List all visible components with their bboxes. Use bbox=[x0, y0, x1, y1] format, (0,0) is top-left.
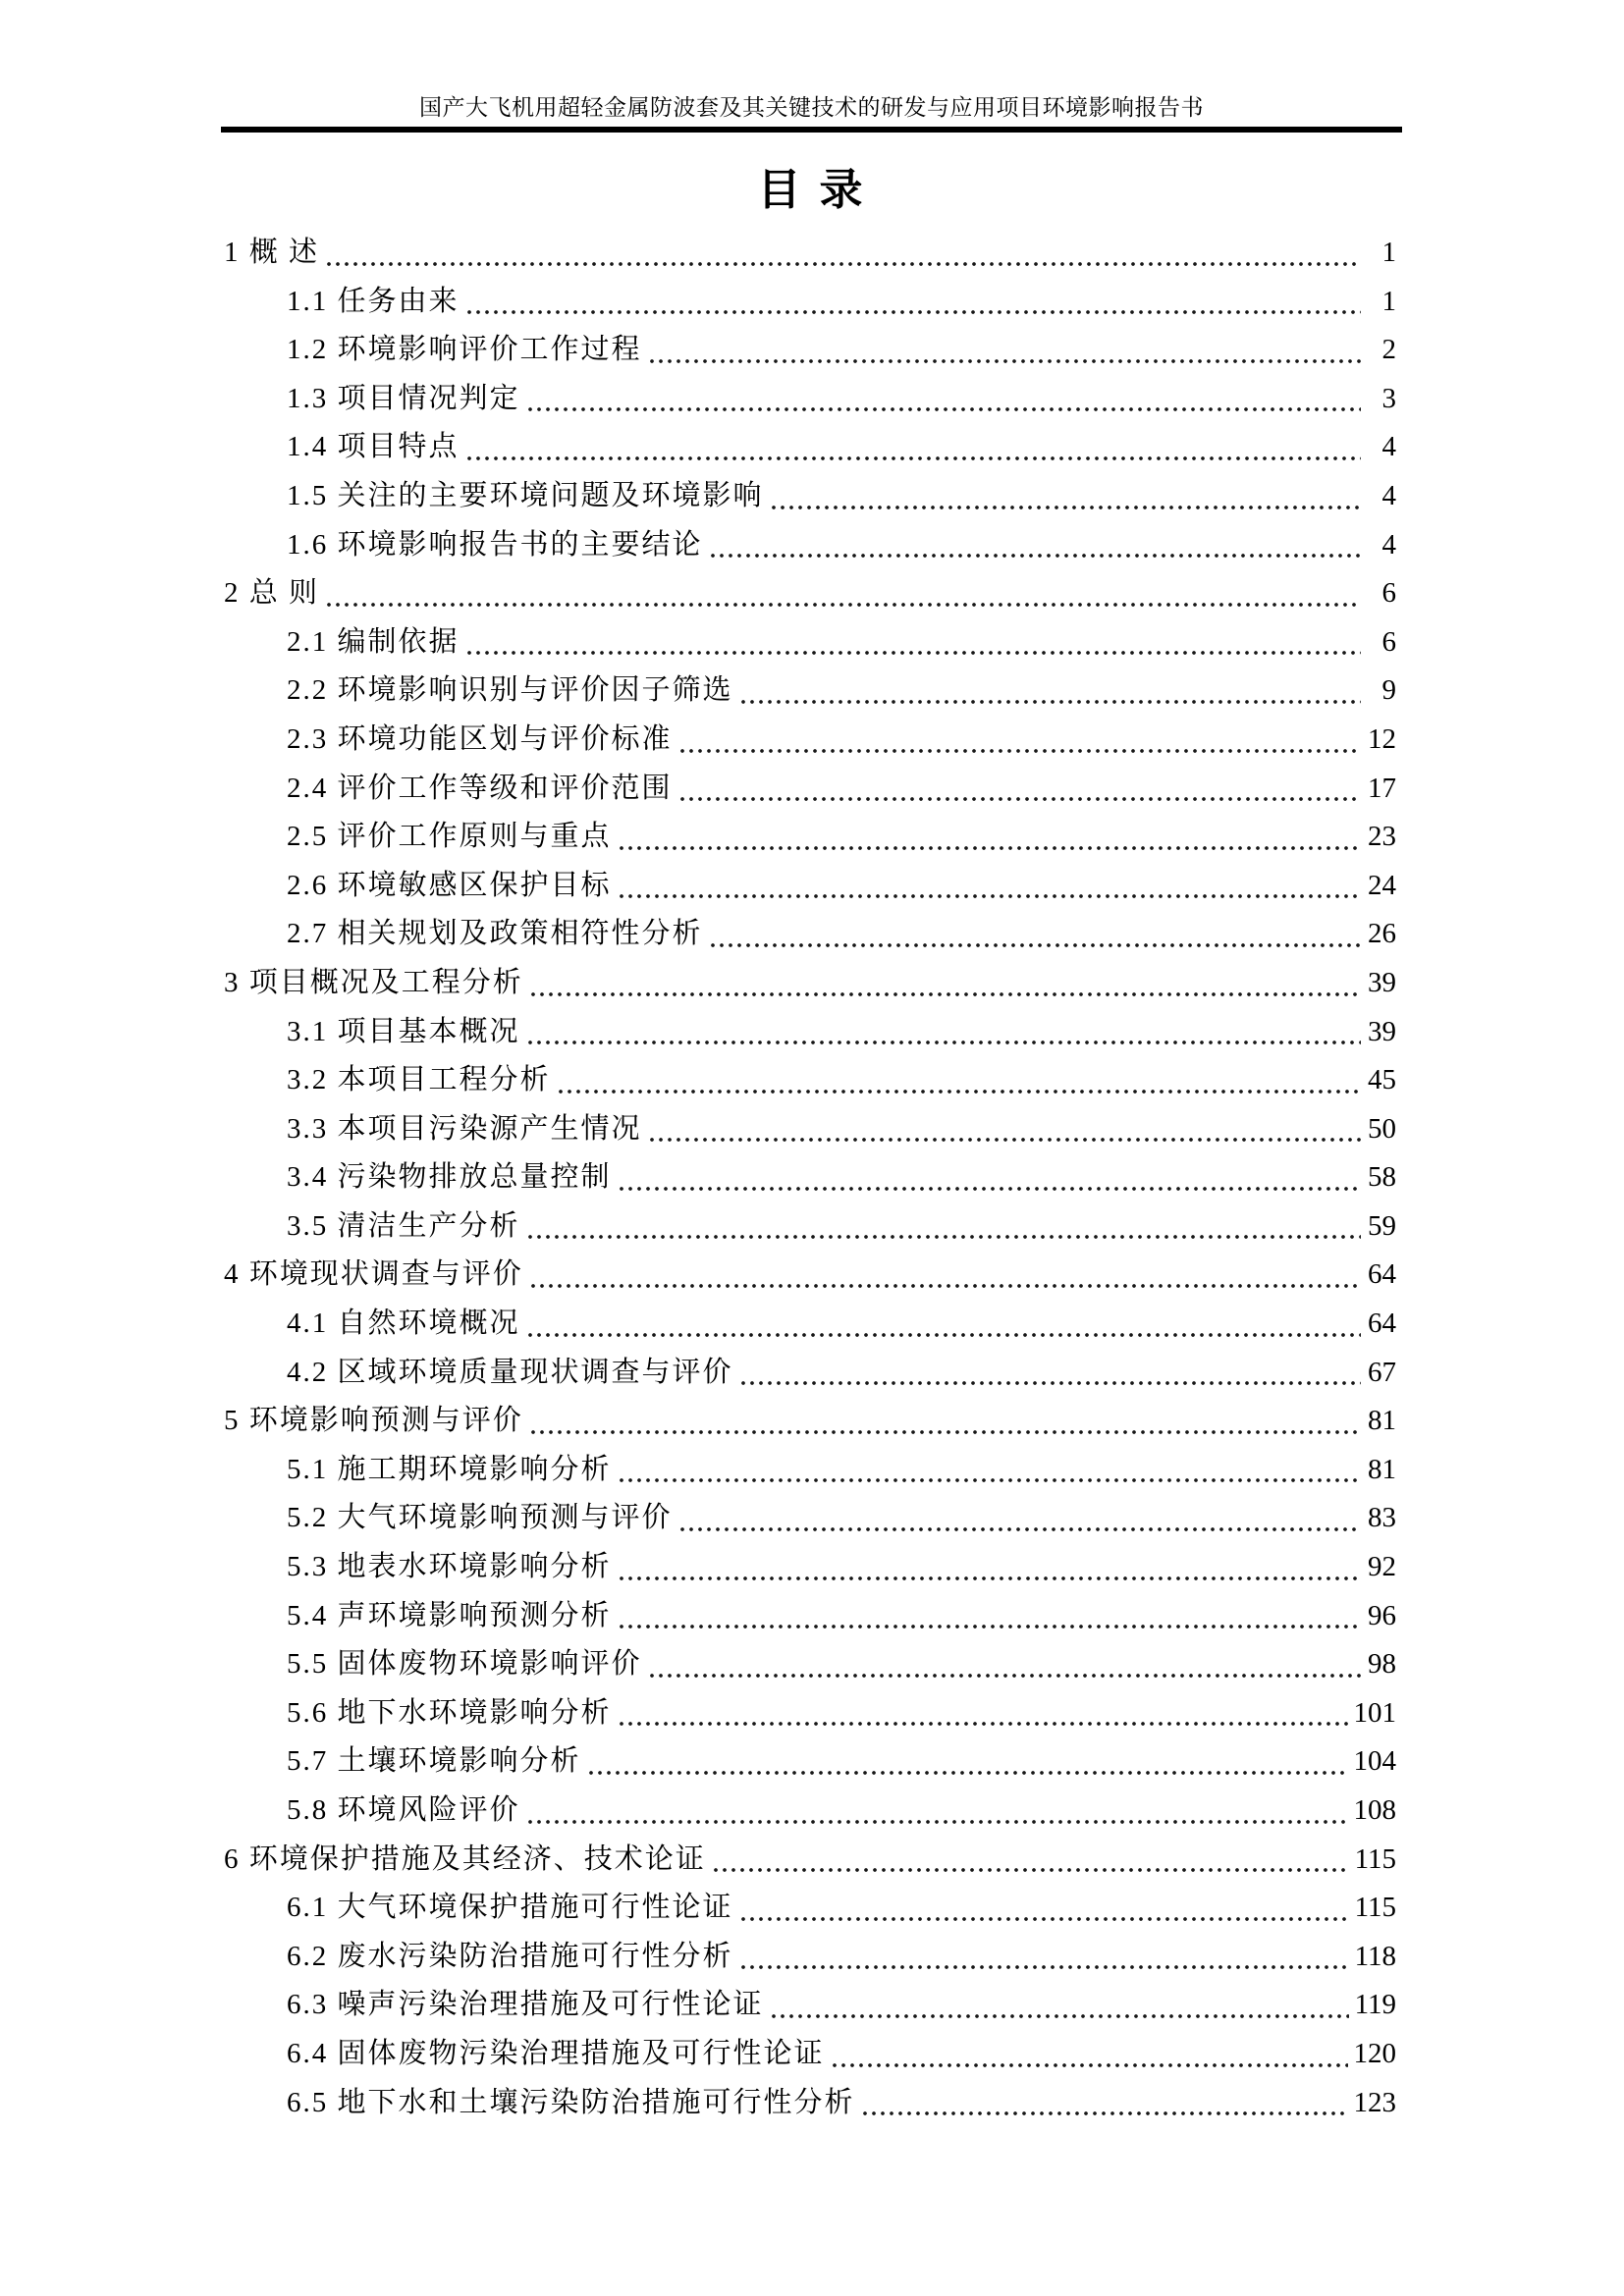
toc-entry-label: 5.8 环境风险评价 bbox=[287, 1794, 520, 1826]
toc-entry-label: 6.5 地下水和土壤污染防治措施可行性分析 bbox=[287, 2086, 855, 2118]
toc-entry-page-number: 6 bbox=[1381, 577, 1396, 610]
toc-entry-page-number: 83 bbox=[1368, 1502, 1396, 1534]
toc-entry[interactable] bbox=[224, 2079, 1396, 2128]
dot-leader bbox=[327, 229, 1361, 278]
toc-entry-label: 3 项目概况及工程分析 bbox=[224, 966, 523, 998]
dot-leader bbox=[531, 959, 1361, 1008]
toc-entry[interactable] bbox=[224, 813, 1396, 862]
toc-entry-page-number: 6 bbox=[1381, 625, 1396, 658]
toc-entry-label: 1.4 项目特点 bbox=[287, 431, 460, 463]
toc-entry-page-number: 92 bbox=[1368, 1551, 1396, 1583]
toc-entry-page-number: 115 bbox=[1354, 1892, 1396, 1924]
dot-leader bbox=[528, 375, 1361, 424]
dot-leader bbox=[620, 862, 1361, 911]
toc-entry[interactable] bbox=[224, 229, 1396, 278]
dot-leader bbox=[620, 1446, 1361, 1495]
toc-entry[interactable] bbox=[224, 1689, 1396, 1738]
toc-entry-label: 4 环境现状调查与评价 bbox=[224, 1258, 523, 1291]
toc-entry[interactable] bbox=[224, 1397, 1396, 1446]
toc-entry-label: 5.1 施工期环境影响分析 bbox=[287, 1453, 612, 1485]
dot-leader bbox=[833, 2030, 1348, 2079]
dot-leader bbox=[528, 1300, 1361, 1349]
toc-entry[interactable] bbox=[224, 1446, 1396, 1495]
dot-leader bbox=[714, 1836, 1349, 1885]
toc-entry-label: 3.2 本项目工程分析 bbox=[287, 1064, 551, 1096]
toc-entry-label: 2.3 环境功能区划与评价标准 bbox=[287, 722, 673, 755]
dot-leader bbox=[559, 1056, 1361, 1105]
toc-entry[interactable] bbox=[224, 1933, 1396, 1982]
toc-entry[interactable] bbox=[224, 1202, 1396, 1252]
toc-entry[interactable] bbox=[224, 2030, 1396, 2079]
dot-leader bbox=[772, 1981, 1349, 2030]
toc-entry-label: 2.4 评价工作等级和评价范围 bbox=[287, 772, 673, 804]
toc-entry[interactable] bbox=[224, 326, 1396, 375]
dot-leader bbox=[650, 1105, 1361, 1154]
toc-entry-page-number: 59 bbox=[1368, 1209, 1396, 1242]
dot-leader bbox=[741, 1349, 1361, 1398]
toc-entry-label: 6.4 固体废物污染治理措施及可行性论证 bbox=[287, 2037, 825, 2069]
toc-entry[interactable] bbox=[224, 278, 1396, 327]
toc-entry-label: 2.1 编制依据 bbox=[287, 625, 460, 658]
toc-entry-label: 2.6 环境敏感区保护目标 bbox=[287, 869, 612, 901]
dot-leader bbox=[589, 1737, 1348, 1787]
toc-entry-label: 1.6 环境影响报告书的主要结论 bbox=[287, 528, 703, 561]
dot-leader bbox=[528, 1008, 1361, 1057]
toc-entry-label: 1 概 述 bbox=[224, 237, 320, 268]
toc-entry[interactable] bbox=[224, 1105, 1396, 1154]
toc-entry-label: 4.1 自然环境概况 bbox=[287, 1308, 520, 1340]
toc-entry-page-number: 50 bbox=[1368, 1112, 1396, 1145]
toc-entry-label: 5.4 声环境影响预测分析 bbox=[287, 1599, 612, 1631]
toc-entry-label: 1.2 环境影响评价工作过程 bbox=[287, 334, 642, 366]
toc-entry-page-number: 9 bbox=[1381, 674, 1396, 707]
toc-list bbox=[224, 229, 1396, 2127]
toc-entry-label: 1.1 任务由来 bbox=[287, 285, 460, 317]
dot-leader bbox=[620, 1543, 1361, 1592]
toc-entry[interactable] bbox=[224, 959, 1396, 1008]
toc-entry-label: 2.7 相关规划及政策相符性分析 bbox=[287, 918, 703, 950]
dot-leader bbox=[711, 521, 1361, 570]
toc-entry-page-number: 17 bbox=[1368, 772, 1396, 804]
toc-entry-page-number: 98 bbox=[1368, 1648, 1396, 1681]
toc-entry-label: 3.4 污染物排放总量控制 bbox=[287, 1161, 612, 1194]
toc-entry-label: 5.7 土壤环境影响分析 bbox=[287, 1745, 581, 1778]
toc-entry-page-number: 119 bbox=[1354, 1989, 1396, 2021]
toc-entry[interactable] bbox=[224, 1836, 1396, 1885]
toc-entry-page-number: 64 bbox=[1368, 1308, 1396, 1340]
toc-entry-page-number: 64 bbox=[1368, 1258, 1396, 1291]
dot-leader bbox=[467, 423, 1361, 472]
dot-leader bbox=[531, 1397, 1361, 1446]
toc-entry-label: 5.5 固体废物环境影响评价 bbox=[287, 1648, 642, 1681]
toc-entry[interactable] bbox=[224, 1884, 1396, 1933]
dot-leader bbox=[711, 910, 1361, 959]
toc-entry[interactable] bbox=[224, 765, 1396, 814]
toc-entry-page-number: 4 bbox=[1381, 528, 1396, 561]
toc-entry[interactable] bbox=[224, 1494, 1396, 1543]
toc-entry-page-number: 23 bbox=[1368, 821, 1396, 853]
toc-entry-label: 3.3 本项目污染源产生情况 bbox=[287, 1112, 642, 1145]
dot-leader bbox=[528, 1202, 1361, 1252]
toc-entry-label: 5 环境影响预测与评价 bbox=[224, 1405, 523, 1437]
toc-entry-page-number: 39 bbox=[1368, 966, 1396, 998]
toc-entry-label: 1.5 关注的主要环境问题及环境影响 bbox=[287, 479, 764, 511]
toc-entry-page-number: 1 bbox=[1381, 237, 1396, 268]
dot-leader bbox=[467, 278, 1361, 327]
toc-entry[interactable] bbox=[224, 521, 1396, 570]
dot-leader bbox=[741, 1933, 1349, 1982]
toc-entry-page-number: 104 bbox=[1353, 1745, 1396, 1778]
toc-entry[interactable] bbox=[224, 1543, 1396, 1592]
toc-entry-page-number: 4 bbox=[1381, 479, 1396, 511]
dot-leader bbox=[467, 618, 1361, 667]
toc-entry-label: 6.2 废水污染防治措施可行性分析 bbox=[287, 1940, 733, 1972]
dot-leader bbox=[620, 1153, 1361, 1202]
running-header-title: 国产大飞机用超轻金属防波套及其关键技术的研发与应用项目环境影响报告书 bbox=[419, 95, 1204, 120]
dot-leader bbox=[327, 569, 1361, 618]
toc-entry-page-number: 81 bbox=[1368, 1453, 1396, 1485]
toc-entry-page-number: 81 bbox=[1368, 1405, 1396, 1437]
dot-leader bbox=[680, 765, 1361, 814]
toc-entry[interactable] bbox=[224, 1056, 1396, 1105]
toc-entry-label: 2.5 评价工作原则与重点 bbox=[287, 821, 612, 853]
dot-leader bbox=[680, 1494, 1361, 1543]
toc-entry-page-number: 24 bbox=[1368, 869, 1396, 901]
toc-entry-label: 6 环境保护措施及其经济、技术论证 bbox=[224, 1842, 706, 1875]
toc-entry-page-number: 120 bbox=[1353, 2037, 1396, 2069]
toc-entry-page-number: 39 bbox=[1368, 1015, 1396, 1047]
toc-entry[interactable] bbox=[224, 472, 1396, 521]
toc-entry[interactable] bbox=[224, 1787, 1396, 1836]
toc-entry[interactable] bbox=[224, 667, 1396, 716]
toc-entry-page-number: 26 bbox=[1368, 918, 1396, 950]
toc-entry-label: 3.1 项目基本概况 bbox=[287, 1015, 520, 1047]
dot-leader bbox=[528, 1787, 1348, 1836]
toc-entry-page-number: 118 bbox=[1354, 1940, 1396, 1972]
toc-entry-page-number: 45 bbox=[1368, 1064, 1396, 1096]
toc-entry-label: 4.2 区域环境质量现状调查与评价 bbox=[287, 1356, 733, 1388]
toc-entry[interactable] bbox=[224, 910, 1396, 959]
toc-entry-label: 1.3 项目情况判定 bbox=[287, 382, 520, 414]
toc-entry-page-number: 1 bbox=[1381, 285, 1396, 317]
toc-entry-page-number: 96 bbox=[1368, 1599, 1396, 1631]
toc-entry-page-number: 3 bbox=[1381, 382, 1396, 414]
running-header bbox=[221, 92, 1402, 133]
toc-entry[interactable] bbox=[224, 1592, 1396, 1641]
toc-entry-label: 5.3 地表水环境影响分析 bbox=[287, 1551, 612, 1583]
toc-entry-page-number: 101 bbox=[1353, 1696, 1396, 1729]
toc-entry-page-number: 4 bbox=[1381, 431, 1396, 463]
toc-entry[interactable] bbox=[224, 1981, 1396, 2030]
toc-entry[interactable] bbox=[224, 1251, 1396, 1300]
dot-leader bbox=[620, 813, 1361, 862]
toc-entry-label: 6.3 噪声污染治理措施及可行性论证 bbox=[287, 1989, 764, 2021]
toc-entry-label: 2.2 环境影响识别与评价因子筛选 bbox=[287, 674, 733, 707]
dot-leader bbox=[650, 1640, 1361, 1689]
toc-entry[interactable] bbox=[224, 1300, 1396, 1349]
toc-entry-label: 5.2 大气环境影响预测与评价 bbox=[287, 1502, 673, 1534]
toc-entry[interactable] bbox=[224, 1008, 1396, 1057]
toc-entry-page-number: 115 bbox=[1354, 1842, 1396, 1875]
toc-entry[interactable] bbox=[224, 1349, 1396, 1398]
toc-entry-label: 6.1 大气环境保护措施可行性论证 bbox=[287, 1892, 733, 1924]
toc-entry-page-number: 123 bbox=[1353, 2086, 1396, 2118]
toc-entry-page-number: 108 bbox=[1353, 1794, 1396, 1826]
dot-leader bbox=[863, 2079, 1348, 2128]
toc-entry[interactable] bbox=[224, 1737, 1396, 1787]
toc-entry-label: 2 总 则 bbox=[224, 577, 320, 610]
toc-entry-page-number: 58 bbox=[1368, 1161, 1396, 1194]
toc-entry[interactable] bbox=[224, 618, 1396, 667]
dot-leader bbox=[650, 326, 1361, 375]
dot-leader bbox=[620, 1592, 1361, 1641]
toc-entry[interactable] bbox=[224, 569, 1396, 618]
toc-entry-page-number: 67 bbox=[1368, 1356, 1396, 1388]
toc-entry[interactable] bbox=[224, 1153, 1396, 1202]
dot-leader bbox=[741, 667, 1361, 716]
toc-entry[interactable] bbox=[224, 423, 1396, 472]
dot-leader bbox=[531, 1251, 1361, 1300]
toc-entry-page-number: 2 bbox=[1381, 334, 1396, 366]
toc-entry[interactable] bbox=[224, 716, 1396, 765]
dot-leader bbox=[620, 1689, 1348, 1738]
toc-entry[interactable] bbox=[224, 1640, 1396, 1689]
toc-entry[interactable] bbox=[224, 375, 1396, 424]
toc-page-title: 目 录 bbox=[757, 166, 867, 214]
dot-leader bbox=[741, 1884, 1349, 1933]
toc-entry-label: 5.6 地下水环境影响分析 bbox=[287, 1696, 612, 1729]
dot-leader bbox=[680, 716, 1361, 765]
toc-entry-label: 3.5 清洁生产分析 bbox=[287, 1209, 520, 1242]
toc-entry[interactable] bbox=[224, 862, 1396, 911]
dot-leader bbox=[772, 472, 1361, 521]
toc-entry-page-number: 12 bbox=[1368, 722, 1396, 755]
